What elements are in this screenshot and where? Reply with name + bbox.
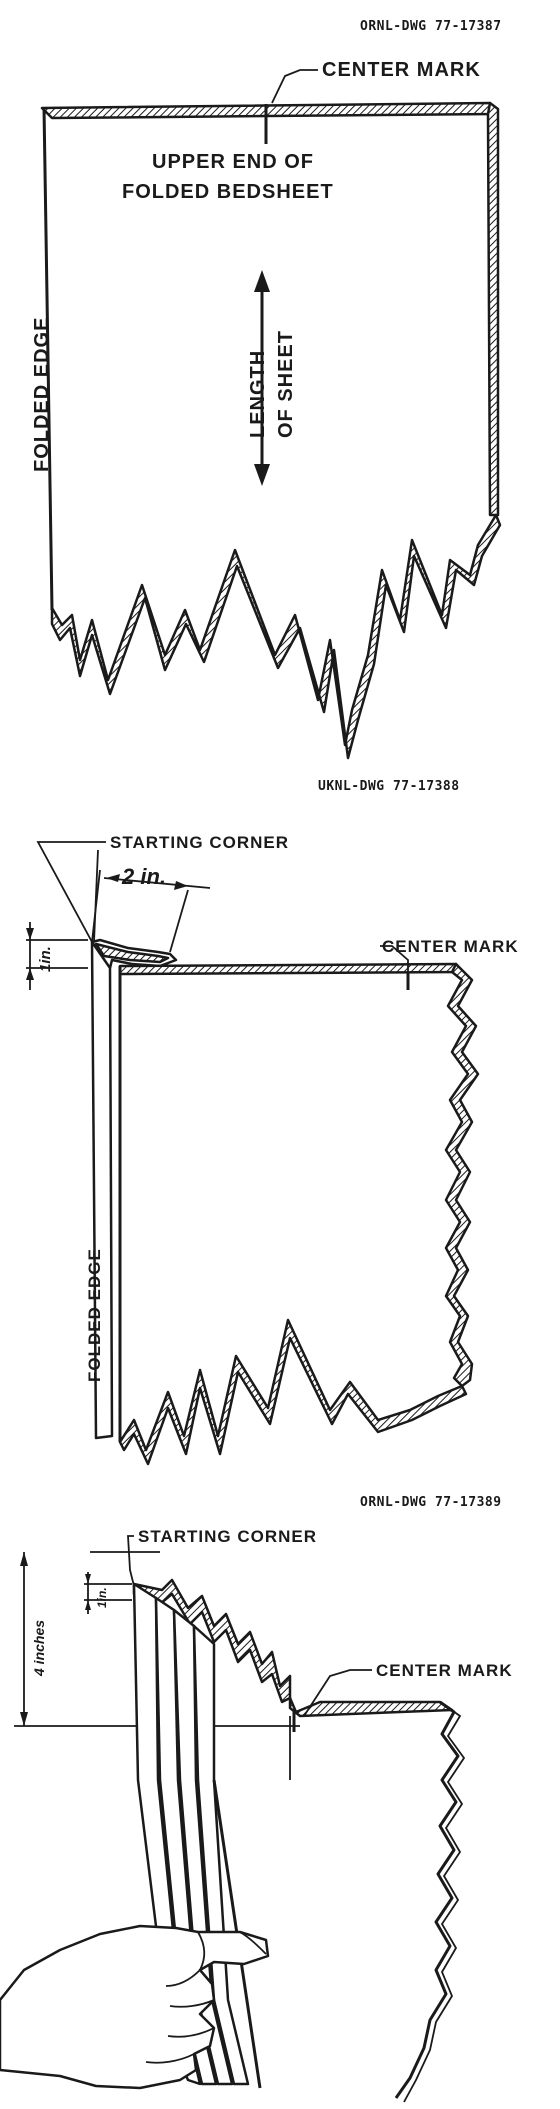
dim-2in-ext-right	[170, 890, 188, 952]
sheet-right-edge	[488, 103, 498, 515]
starting-corner-leader	[128, 1536, 134, 1586]
center-mark-label: CENTER MARK	[322, 59, 481, 81]
dim-2in-arrow-left-icon	[106, 874, 120, 882]
dim-1in-label: 1in.	[37, 946, 54, 972]
dim-1in-arrow-top-icon	[26, 928, 34, 940]
folded-edge-label: FOLDED EDGE	[85, 1248, 104, 1382]
dim-1in-label: 1in.	[95, 1587, 109, 1608]
sheet-torn-bottom-edge	[120, 1320, 466, 1464]
drawing-number: UKNL-DWG 77-17388	[318, 779, 460, 794]
drawing-number: ORNL-DWG 77-17387	[360, 19, 502, 34]
figure-2-starting-corner	[0, 760, 560, 1480]
figure-1-folded-bedsheet	[0, 0, 560, 760]
center-mark-leader	[272, 70, 318, 103]
sheet-wavy-right-edge	[446, 964, 478, 1386]
center-mark-label: CENTER MARK	[376, 1661, 513, 1680]
sheet-torn-edge	[52, 515, 500, 758]
dim-2in-arrow-right-icon	[174, 881, 188, 890]
figure-3-hand-folding	[0, 1480, 560, 2109]
center-mark-label: CENTER MARK	[382, 937, 519, 956]
dim-4in-arrow-bottom-icon	[20, 1712, 28, 1726]
dim-1in-arrow-top-icon	[85, 1574, 91, 1584]
length-label-line2: OF SHEET	[275, 329, 297, 438]
dim-1in-arrow-bottom-icon	[85, 1600, 91, 1610]
starting-corner-label: STARTING CORNER	[138, 1527, 318, 1546]
dim-4in-arrow-top-icon	[20, 1552, 28, 1566]
drawing-number: ORNL-DWG 77-17389	[360, 1495, 502, 1510]
sheet-top-edge	[42, 103, 496, 118]
dim-2in-label: 2 in.	[122, 864, 167, 889]
dim-4in-label: 4 inches	[31, 1619, 47, 1676]
upper-end-line2: FOLDED BEDSHEET	[122, 181, 334, 203]
sheet-wavy-right-edge	[396, 1702, 458, 2098]
folded-edge-label: FOLDED EDGE	[31, 316, 53, 472]
dim-1in-arrow-bottom-icon	[26, 968, 34, 980]
starting-corner-label: STARTING CORNER	[110, 833, 290, 852]
sheet-wavy-right-edge-shadow	[404, 1706, 464, 2102]
length-arrow-down-icon	[254, 464, 270, 486]
length-label-line1: LENGTH	[247, 349, 269, 438]
length-arrow-up-icon	[254, 270, 270, 292]
sheet-top-edge	[120, 964, 462, 974]
upper-end-line1: UPPER END OF	[152, 151, 315, 173]
